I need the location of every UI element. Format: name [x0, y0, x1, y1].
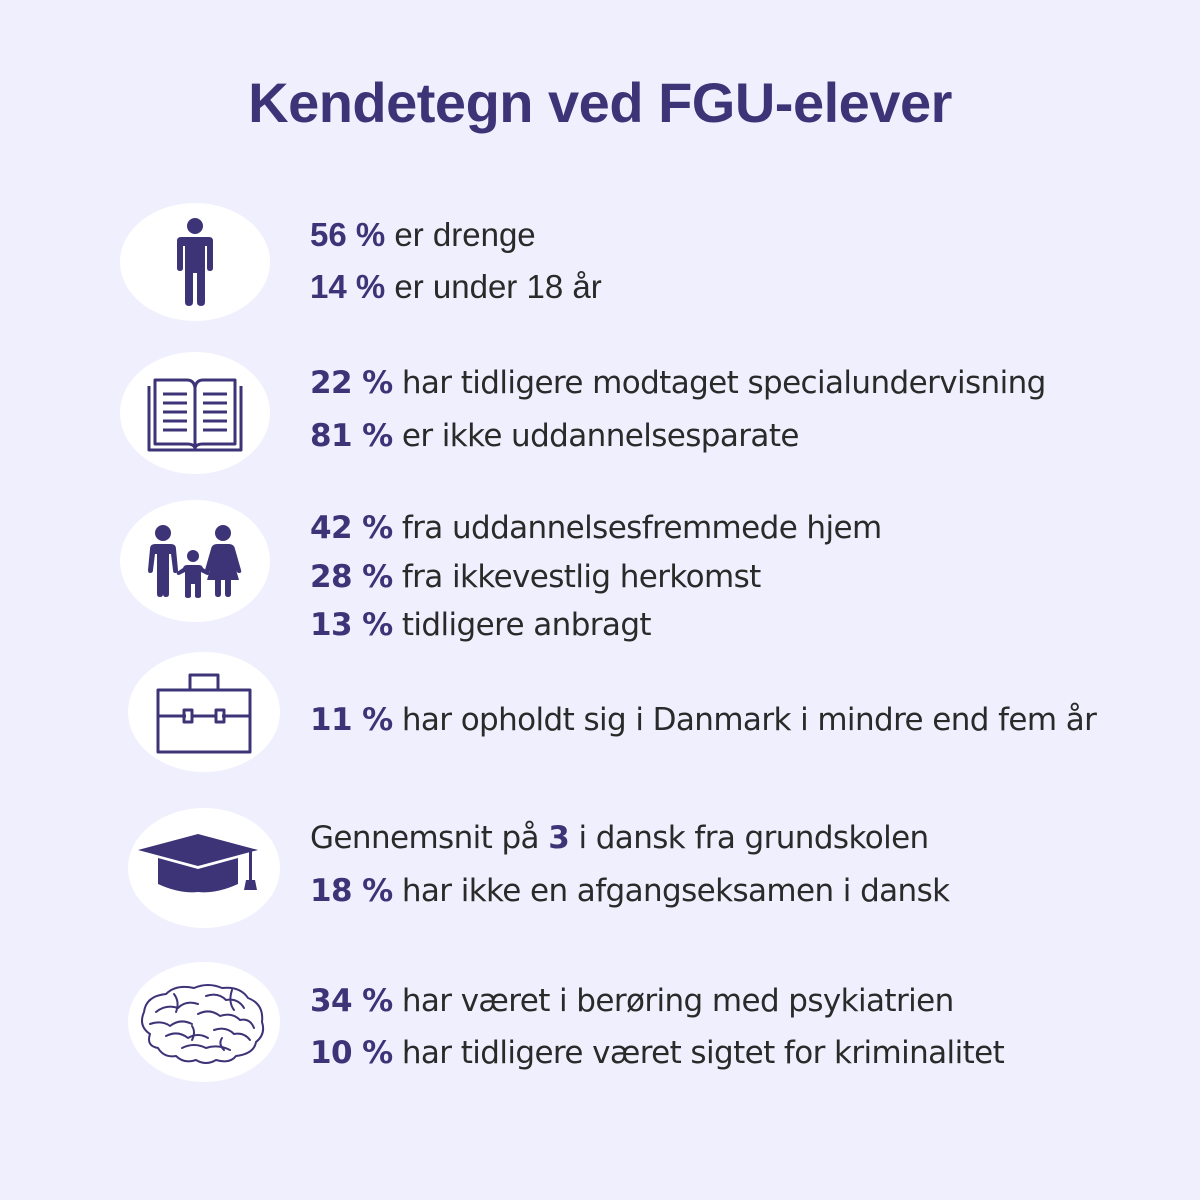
stat-value: 28 % [310, 559, 393, 595]
stat-line [310, 1033, 1004, 1073]
stat-value: 10 % [310, 1035, 393, 1071]
icon-circle [128, 808, 280, 928]
stat-label: tidligere anbragt [392, 607, 651, 643]
stat-line [310, 416, 799, 456]
stat-label: er under 18 år [385, 268, 602, 305]
stat-value: 22 % [310, 365, 393, 401]
brain-icon [136, 982, 270, 1066]
icon-circle [120, 500, 270, 622]
stat-label: har tidligere været sigtet for kriminalitet [392, 1035, 1005, 1071]
stat-line [310, 981, 954, 1021]
icon-circle [120, 352, 270, 474]
stat-label: har opholdt sig i Danmark i mindre end fem år [392, 702, 1097, 738]
stat-line [310, 267, 602, 307]
stat-value: 11 % [310, 702, 393, 738]
stat-label: fra ikkevestlig herkomst [392, 559, 761, 595]
stat-label: i dansk fra grundskolen [569, 820, 929, 856]
family-icon [147, 524, 243, 598]
graduation-cap-icon [136, 832, 266, 896]
stat-value: 34 % [310, 983, 393, 1019]
stat-line [310, 557, 761, 597]
stat-line [310, 363, 1046, 403]
stat-label: fra uddannelsesfremmede hjem [392, 510, 882, 546]
stat-line [310, 700, 1096, 740]
stat-label: har ikke en afgangseksamen i dansk [392, 873, 950, 909]
stat-value: 81 % [310, 418, 393, 454]
stat-line [310, 605, 651, 645]
stat-value: 56 % [310, 216, 386, 253]
icon-circle [128, 652, 280, 772]
stat-line [310, 215, 536, 255]
stat-value: 14 % [310, 268, 386, 305]
stat-line [310, 871, 950, 911]
stat-label: har tidligere modtaget specialundervisning [392, 365, 1046, 401]
stat-label: er drenge [385, 216, 536, 253]
stat-label: har været i berøring med psykiatrien [392, 983, 954, 1019]
icon-circle [128, 962, 280, 1082]
person-icon [175, 218, 215, 306]
stat-value: 3 [548, 820, 570, 856]
book-icon [147, 374, 243, 452]
stat-value: 18 % [310, 873, 393, 909]
briefcase-icon [156, 672, 252, 754]
stat-line [310, 818, 929, 858]
stat-line [310, 508, 882, 548]
icon-circle [120, 203, 270, 321]
stat-label: er ikke uddannelsesparate [392, 418, 799, 454]
stat-value: 42 % [310, 510, 393, 546]
page-title: Kendetegn ved FGU-elever [248, 71, 952, 134]
stat-value: 13 % [310, 607, 393, 643]
stat-label-prefix: Gennemsnit på [310, 820, 549, 856]
